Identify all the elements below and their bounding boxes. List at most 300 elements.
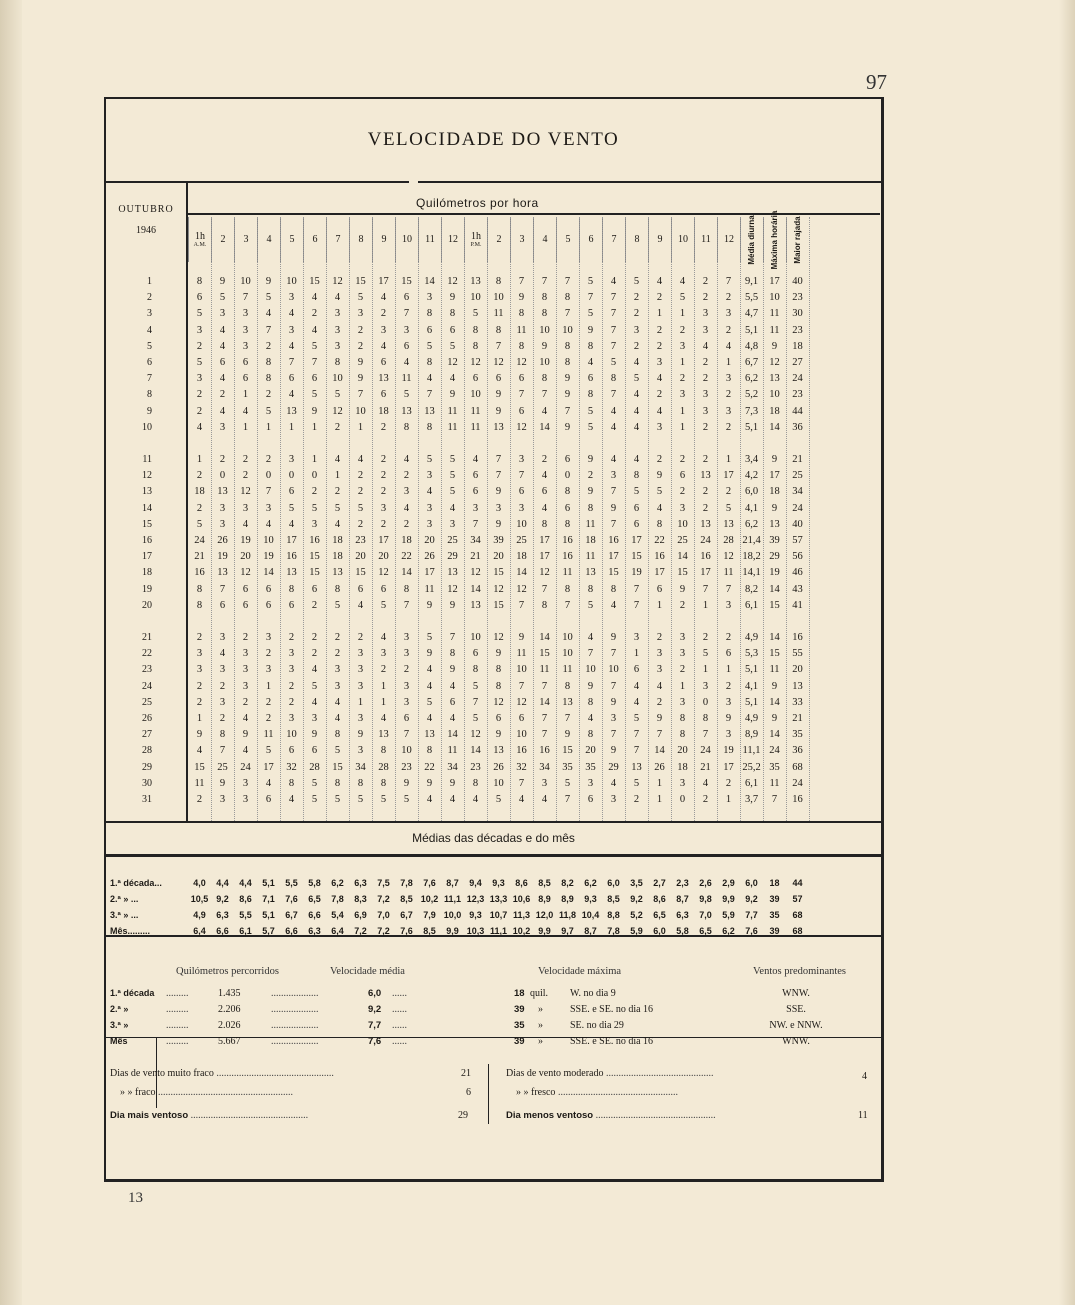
decade-cell: 10,2 (512, 926, 531, 936)
data-cell: 6 (265, 599, 272, 611)
day-number: 17 (142, 551, 152, 563)
data-cell: 15 (677, 567, 688, 579)
data-cell: 5 (357, 292, 364, 304)
data-cell: 5 (334, 794, 341, 805)
data-cell: 13 (217, 567, 228, 579)
data-cell: 15 (631, 551, 642, 563)
data-cell: 8 (495, 664, 502, 676)
data-cell: 12 (332, 405, 343, 417)
fresh-row: » » fresco ................................................ (516, 1087, 678, 1098)
data-cell: 3 (679, 502, 686, 514)
day-number: 19 (142, 583, 152, 595)
data-cell: 14 (424, 276, 435, 287)
data-cell: 2 (196, 794, 203, 805)
data-cell: 5 (311, 389, 318, 401)
data-cell: 9 (196, 729, 203, 741)
decade-cell: 6,2 (722, 926, 735, 936)
data-cell: 11 (447, 421, 458, 433)
data-cell: 8 (426, 421, 433, 433)
data-cell: 3 (196, 373, 203, 385)
summary-row (106, 986, 882, 1001)
data-cell: 6 (449, 696, 456, 708)
decade-cell: 8,6 (515, 878, 528, 888)
very-weak-label: Dias de vento muito fraco (110, 1068, 214, 1079)
data-cell: 14 (516, 567, 527, 579)
data-cell: 7 (725, 276, 732, 287)
data-cell: 6 (403, 713, 410, 724)
data-cell: 7 (564, 794, 571, 805)
data-cell: 26 (493, 761, 504, 773)
data-cell: 9 (403, 777, 410, 789)
data-cell: 3 (725, 729, 732, 741)
data-cell: 4,1 (744, 680, 759, 692)
decade-cell: 7,6 (285, 894, 298, 904)
data-cell: 35 (792, 729, 803, 741)
data-cell: 2 (656, 324, 663, 336)
hour-header-cell (510, 217, 533, 262)
data-cell: 7 (472, 696, 479, 708)
data-cell: 10 (539, 324, 550, 336)
hour-header-cell (579, 217, 602, 262)
data-cell: 12 (493, 583, 504, 595)
data-cell: 10 (470, 632, 481, 643)
table-row (106, 323, 882, 339)
fresh-label: » » fresco (516, 1087, 556, 1098)
data-cell: 6 (633, 502, 640, 514)
decade-cell: 7,6 (400, 926, 413, 936)
decade-cell: 6,6 (216, 926, 229, 936)
data-cell: 29 (608, 761, 619, 773)
data-cell: 4 (334, 518, 341, 530)
data-cell: 33 (792, 696, 803, 708)
data-cell: 3 (702, 308, 709, 320)
data-cell: 1 (242, 389, 249, 401)
data-cell: 14 (769, 696, 780, 708)
data-cell: 6 (242, 583, 249, 595)
data-cell: 7 (702, 583, 709, 595)
data-cell: 6 (472, 486, 479, 498)
data-cell: 15 (608, 567, 619, 579)
data-cell: 22 (424, 761, 435, 773)
data-cell: 3 (219, 696, 226, 708)
decade-cell: 9,3 (469, 910, 482, 920)
data-cell: 4 (633, 454, 640, 465)
data-cell: 2 (633, 794, 640, 805)
decade-cell: 9,3 (492, 878, 505, 888)
data-cell: 4 (449, 373, 456, 385)
data-cell: 4 (656, 405, 663, 417)
decade-cell: 9,2 (745, 894, 758, 904)
data-cell: 6 (265, 583, 272, 595)
data-cell: 9 (541, 340, 548, 352)
data-cell: 2 (357, 632, 364, 643)
decade-cell: 10,0 (443, 910, 462, 920)
data-cell: 1 (725, 794, 732, 805)
data-cell: 4 (403, 454, 410, 465)
data-cell: 13 (792, 680, 803, 692)
decade-cell: 5,8 (308, 878, 321, 888)
data-cell: 40 (792, 518, 803, 530)
data-cell: 6 (219, 599, 226, 611)
day-number: 2 (147, 292, 152, 304)
data-cell: 7 (541, 389, 548, 401)
data-cell: 16 (562, 535, 573, 546)
data-cell: 9 (219, 276, 226, 287)
data-cell: 3,4 (744, 454, 759, 465)
max-value: 35 (514, 1020, 525, 1031)
data-cell: 8,9 (744, 729, 759, 741)
data-cell: 12 (516, 357, 527, 368)
data-cell: 8 (587, 583, 594, 595)
data-cell: 3 (242, 664, 249, 676)
decade-cell: 8,7 (676, 894, 689, 904)
table-row (106, 387, 882, 403)
data-cell: 15 (493, 567, 504, 579)
day-number: 1 (147, 276, 152, 287)
data-cell: 19 (240, 535, 251, 546)
data-cell: 2 (380, 518, 387, 530)
data-cell: 3 (219, 502, 226, 514)
data-cell: 3 (311, 518, 318, 530)
table-row (106, 679, 882, 695)
decade-cell: 5,1 (262, 878, 275, 888)
data-cell: 5 (633, 276, 640, 287)
data-cell: 3 (403, 696, 410, 708)
data-cell: 2 (587, 470, 594, 482)
weak-label: » » fraco (120, 1087, 156, 1098)
data-cell: 3 (288, 292, 295, 304)
data-cell: 16 (792, 794, 803, 805)
data-cell: 3 (656, 421, 663, 433)
data-cell: 12 (516, 583, 527, 595)
data-cell: 4 (633, 421, 640, 433)
data-cell: 5 (196, 518, 203, 530)
data-cell: 2 (196, 340, 203, 352)
data-cell: 2 (242, 454, 249, 465)
decade-cell: 8,7 (584, 926, 597, 936)
data-cell: 17 (539, 551, 550, 563)
hour-label: 1h (195, 231, 205, 242)
summary-row (106, 1002, 882, 1017)
data-cell: 24 (792, 373, 803, 385)
data-cell: 4 (311, 664, 318, 676)
data-cell: 6 (449, 324, 456, 336)
max-note: W. no dia 9 (570, 988, 616, 999)
prevailing-direction: WNW. (782, 1036, 810, 1047)
data-cell: 4 (334, 696, 341, 708)
moderate-label: Dias de vento moderado (506, 1068, 604, 1079)
data-cell: 3 (702, 324, 709, 336)
data-cell: 8 (610, 583, 617, 595)
data-cell: 4 (288, 389, 295, 401)
data-cell: 2 (311, 486, 318, 498)
data-cell: 3 (610, 470, 617, 482)
hour-label: 5 (289, 234, 295, 245)
day-number: 26 (142, 713, 152, 724)
data-cell: 30 (792, 308, 803, 320)
data-cell: 13 (631, 761, 642, 773)
data-cell: 2 (288, 632, 295, 643)
data-cell: 7 (633, 745, 640, 757)
data-cell: 12 (447, 276, 458, 287)
data-cell: 17 (378, 535, 389, 546)
decade-cell: 9,8 (699, 894, 712, 904)
decade-cell: 6,4 (331, 926, 344, 936)
decade-cell: 10,7 (489, 910, 508, 920)
data-cell: 4 (219, 373, 226, 385)
data-cell: 17 (631, 535, 642, 546)
data-cell: 9 (564, 729, 571, 741)
data-cell: 1 (679, 680, 686, 692)
data-cell: 6 (403, 340, 410, 352)
decade-cell: 6,0 (653, 926, 666, 936)
data-cell: 12 (470, 567, 481, 579)
data-cell: 2 (725, 324, 732, 336)
data-cell: 3 (242, 308, 249, 320)
dot-leader: ................... (271, 1036, 319, 1047)
data-cell: 6 (288, 486, 295, 498)
data-cell: 9,1 (744, 276, 759, 287)
table-row (106, 565, 882, 581)
data-cell: 9 (495, 648, 502, 660)
data-cell: 3 (242, 324, 249, 336)
data-cell: 2 (357, 470, 364, 482)
data-cell: 11 (493, 308, 504, 320)
data-cell: 7 (610, 680, 617, 692)
data-cell: 6,0 (744, 486, 759, 498)
data-cell: 4 (610, 421, 617, 433)
data-cell: 14 (447, 729, 458, 741)
day-number: 20 (142, 599, 152, 611)
data-cell: 4 (196, 745, 203, 757)
decade-cell: 68 (792, 926, 803, 936)
hour-header-cell (234, 217, 257, 262)
data-cell: 9 (495, 486, 502, 498)
data-cell: 11 (539, 664, 550, 676)
data-cell: 1 (311, 454, 318, 465)
data-cell: 7 (771, 794, 778, 805)
data-cell: 4 (380, 713, 387, 724)
data-cell: 8 (587, 340, 594, 352)
data-cell: 16 (516, 745, 527, 757)
table-row (106, 662, 882, 678)
data-cell: 14 (654, 745, 665, 757)
data-cell: 1 (357, 696, 364, 708)
data-cell: 35 (769, 761, 780, 773)
data-cell: 4 (426, 680, 433, 692)
data-cell: 25 (447, 535, 458, 546)
page-title: VELOCIDADE DO VENTO (367, 129, 620, 150)
decade-cell: 4,4 (239, 878, 252, 888)
data-cell: 2 (403, 470, 410, 482)
data-cell: 6 (426, 324, 433, 336)
data-cell: 12 (378, 567, 389, 579)
data-cell: 7 (564, 308, 571, 320)
data-cell: 14 (769, 729, 780, 741)
data-cell: 2 (311, 308, 318, 320)
data-cell: 24 (769, 745, 780, 757)
data-cell: 8 (196, 583, 203, 595)
data-cell: 3 (242, 502, 249, 514)
data-cell: 12 (447, 583, 458, 595)
summary-label: Mês (110, 1036, 128, 1046)
data-cell: 5 (679, 292, 686, 304)
data-cell: 12 (539, 567, 550, 579)
rule (106, 854, 882, 857)
data-cell: 1 (288, 421, 295, 433)
data-cell: 2 (702, 276, 709, 287)
data-cell: 4 (656, 373, 663, 385)
data-cell: 9 (449, 599, 456, 611)
data-cell: 3 (403, 632, 410, 643)
data-cell: 10 (562, 324, 573, 336)
period-marker: P.M. (470, 242, 482, 248)
data-cell: 2 (380, 486, 387, 498)
data-cell: 4 (334, 713, 341, 724)
hour-header-cell (487, 217, 510, 262)
data-cell: 2 (334, 486, 341, 498)
data-cell: 2 (242, 632, 249, 643)
data-cell: 7 (656, 729, 663, 741)
data-cell: 7,3 (744, 405, 759, 417)
decade-cell: 6,5 (308, 894, 321, 904)
data-cell: 10 (240, 276, 251, 287)
data-cell: 15 (562, 745, 573, 757)
hour-header-cell (625, 217, 648, 262)
rule (488, 1064, 489, 1124)
decade-cell: 8,5 (538, 878, 551, 888)
data-cell: 5 (725, 502, 732, 514)
data-cell: 8 (541, 292, 548, 304)
max-value: 39 (514, 1036, 525, 1047)
hour-label: 7 (611, 234, 617, 245)
data-cell: 7 (426, 389, 433, 401)
data-cell: 2 (380, 308, 387, 320)
data-cell: 4 (656, 502, 663, 514)
sheet-number: 13 (128, 1190, 143, 1206)
data-cell: 6 (518, 486, 525, 498)
data-cell: 5 (196, 308, 203, 320)
summary-header-cell (786, 217, 809, 262)
day-number: 31 (142, 794, 152, 805)
data-cell: 5 (633, 486, 640, 498)
data-cell: 2 (265, 696, 272, 708)
table-row (106, 598, 882, 614)
hour-label: 10 (402, 234, 412, 245)
data-cell: 9 (587, 324, 594, 336)
data-cell: 2 (656, 389, 663, 401)
data-cell: 14 (263, 567, 274, 579)
data-cell: 10 (401, 745, 412, 757)
data-cell: 4 (380, 340, 387, 352)
hour-header-cell (648, 217, 671, 262)
hour-label: 3 (243, 234, 249, 245)
data-cell: 34 (539, 761, 550, 773)
decade-cell: 11,8 (558, 910, 577, 920)
data-cell: 25 (677, 535, 688, 546)
hour-header-cell (326, 217, 349, 262)
data-cell: 19 (217, 551, 228, 563)
data-cell: 4 (219, 340, 226, 352)
decade-label: 1.ª década... (110, 878, 162, 888)
data-cell: 3 (495, 502, 502, 514)
data-cell: 24 (194, 535, 205, 546)
data-cell: 15 (309, 567, 320, 579)
data-cell: 6 (380, 357, 387, 368)
data-cell: 17 (723, 761, 734, 773)
data-cell: 5 (495, 794, 502, 805)
decade-cell: 6,6 (285, 926, 298, 936)
decade-cell: 10,6 (512, 894, 531, 904)
data-cell: 3 (196, 648, 203, 660)
data-cell: 11 (562, 567, 573, 579)
data-cell: 4 (311, 292, 318, 304)
summary-header-label: Maior rajada (793, 215, 802, 264)
data-cell: 9 (610, 696, 617, 708)
data-cell: 8 (518, 340, 525, 352)
decade-cell: 5,1 (262, 910, 275, 920)
data-cell: 4 (357, 454, 364, 465)
data-cell: 1 (656, 599, 663, 611)
data-cell: 18 (332, 535, 343, 546)
data-cell: 3 (265, 664, 272, 676)
data-cell: 0 (702, 696, 709, 708)
day-number: 21 (142, 632, 152, 643)
data-cell: 7 (610, 308, 617, 320)
data-cell: 2 (196, 632, 203, 643)
data-cell: 4 (587, 357, 594, 368)
data-cell: 36 (792, 745, 803, 757)
data-cell: 20 (585, 745, 596, 757)
data-cell: 4 (449, 680, 456, 692)
moderate-row: Dias de vento moderado ........................................... (506, 1068, 714, 1079)
decade-cell: 8,5 (423, 926, 436, 936)
hour-label: 12 (724, 234, 734, 245)
data-cell: 13 (286, 567, 297, 579)
data-cell: 3 (679, 696, 686, 708)
decade-cell: 8,6 (239, 894, 252, 904)
hour-label: 7 (335, 234, 341, 245)
data-cell: 3 (633, 324, 640, 336)
decade-cell: 5,4 (331, 910, 344, 920)
data-cell: 9 (587, 486, 594, 498)
data-cell: 29 (447, 551, 458, 563)
data-cell: 15 (493, 599, 504, 611)
data-cell: 7 (518, 470, 525, 482)
hour-label: 8 (358, 234, 364, 245)
data-cell: 2 (196, 680, 203, 692)
dot-leader: ......... (166, 1020, 189, 1031)
data-cell: 8 (679, 729, 686, 741)
hour-label: 10 (678, 234, 688, 245)
data-cell: 4 (656, 276, 663, 287)
data-cell: 5,3 (744, 648, 759, 660)
data-cell: 2 (242, 470, 249, 482)
data-cell: 3 (587, 777, 594, 789)
km-value: 1.435 (218, 988, 241, 999)
data-cell: 22 (401, 551, 412, 563)
data-cell: 15 (539, 648, 550, 660)
data-cell: 8 (357, 777, 364, 789)
data-cell: 8 (426, 745, 433, 757)
data-cell: 24 (792, 777, 803, 789)
table-row (106, 776, 882, 792)
data-cell: 3 (725, 308, 732, 320)
max-note: SSE. e SE. no dia 16 (570, 1036, 654, 1047)
data-cell: 6,7 (744, 357, 759, 368)
data-cell: 10 (539, 357, 550, 368)
data-cell: 5 (449, 340, 456, 352)
